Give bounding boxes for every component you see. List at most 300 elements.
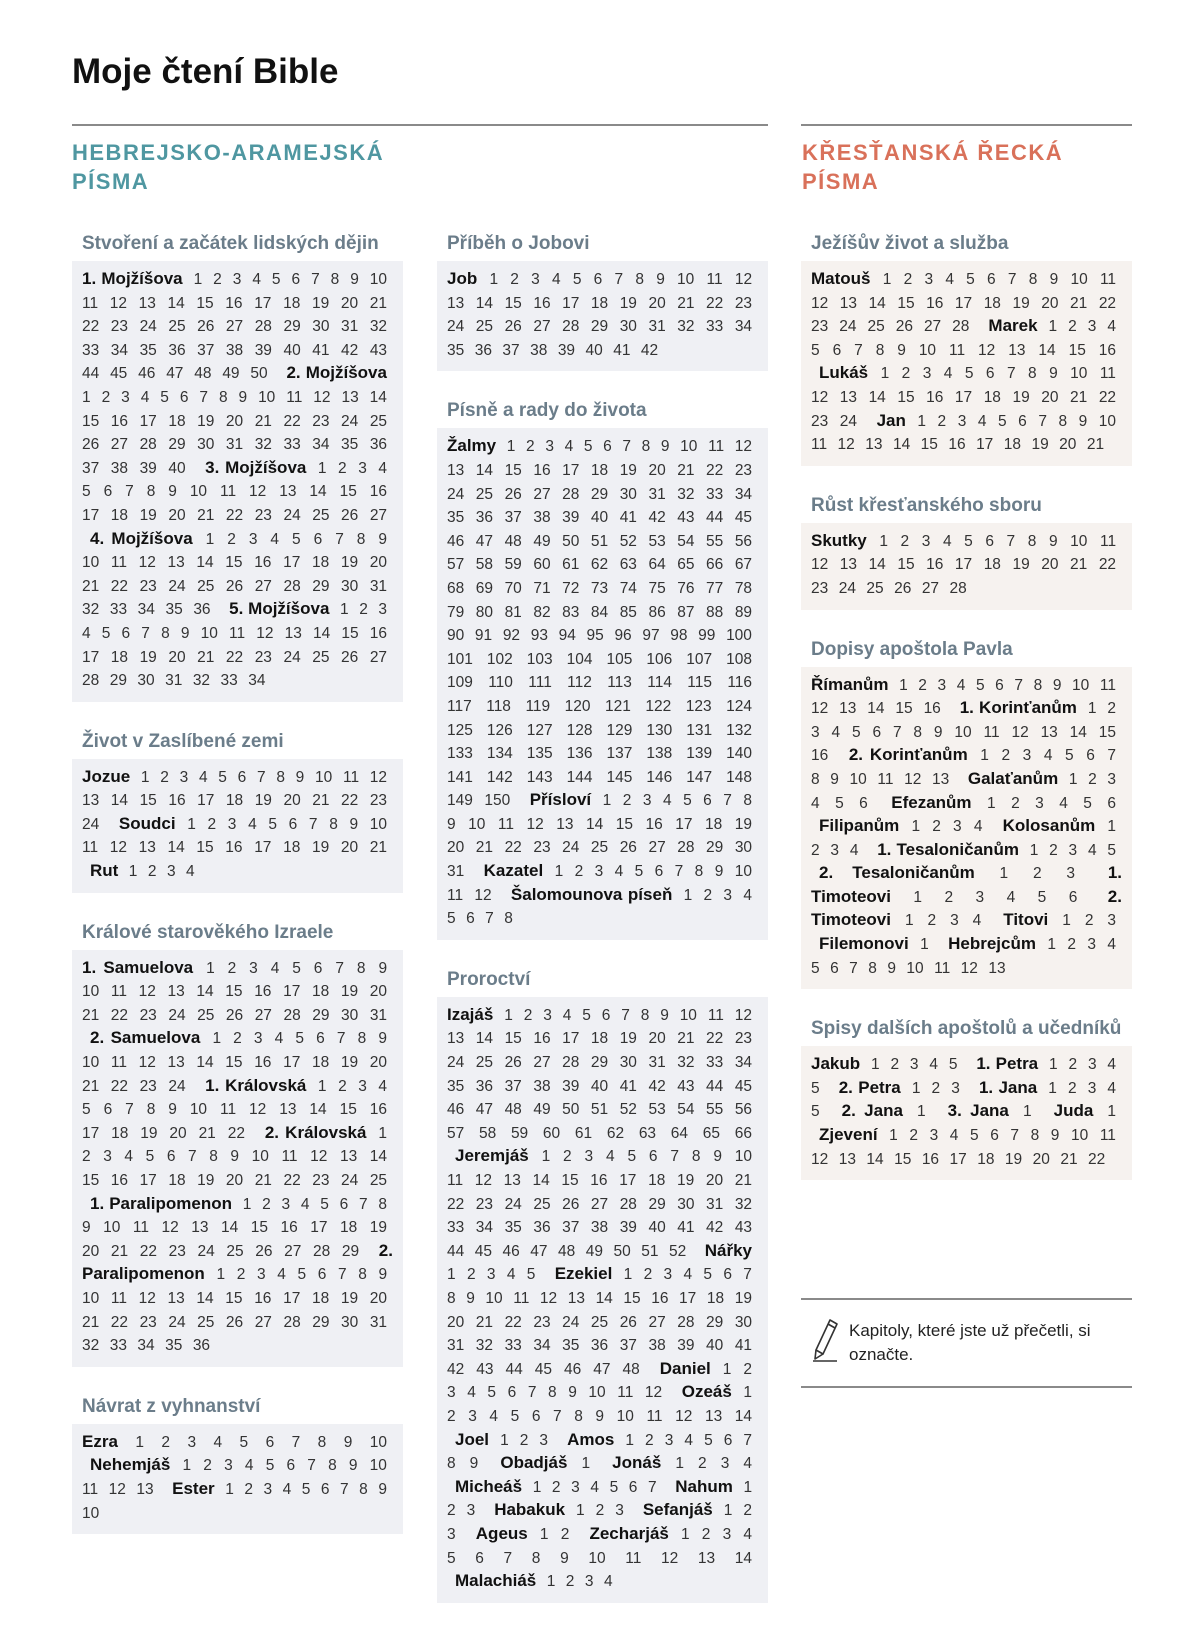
- chapter-number[interactable]: 13: [167, 983, 185, 1001]
- chapter-number[interactable]: 27: [254, 1006, 272, 1024]
- chapter-number[interactable]: 111: [528, 674, 552, 692]
- chapter-number[interactable]: 2: [1068, 318, 1077, 336]
- chapter-number[interactable]: 14: [867, 700, 885, 718]
- chapter-number[interactable]: 4: [82, 624, 91, 642]
- chapter-number[interactable]: 23: [254, 648, 272, 666]
- chapter-number[interactable]: 10: [200, 624, 218, 642]
- chapter-number[interactable]: 23: [139, 1313, 157, 1331]
- chapter-number[interactable]: 8: [811, 770, 820, 788]
- chapter-number[interactable]: 11: [132, 1219, 149, 1237]
- chapter-number[interactable]: 5: [295, 1030, 304, 1048]
- chapter-number[interactable]: 17: [679, 1289, 697, 1307]
- chapter-number[interactable]: 2: [551, 1478, 561, 1496]
- chapter-number[interactable]: 21: [82, 577, 100, 595]
- chapter-number[interactable]: 8: [1028, 271, 1038, 288]
- chapter-number[interactable]: 81: [504, 603, 522, 621]
- chapter-number[interactable]: 14: [475, 1030, 494, 1048]
- chapter-number[interactable]: 4: [973, 818, 983, 836]
- chapter-number[interactable]: 15: [82, 1172, 100, 1189]
- chapter-number[interactable]: 29: [168, 436, 186, 454]
- chapter-number[interactable]: 20: [369, 983, 387, 1001]
- chapter-number[interactable]: 1: [532, 1478, 542, 1496]
- chapter-number[interactable]: 20: [648, 1030, 666, 1048]
- chapter-number[interactable]: 11: [617, 1384, 634, 1402]
- chapter-number[interactable]: 12: [313, 388, 331, 406]
- chapter-number[interactable]: 41: [312, 341, 330, 359]
- chapter-number[interactable]: 10: [369, 815, 388, 833]
- chapter-number[interactable]: 20: [168, 506, 186, 524]
- chapter-number[interactable]: 4: [945, 271, 954, 288]
- chapter-number[interactable]: 1: [135, 1433, 144, 1451]
- chapter-number[interactable]: 2: [160, 768, 169, 786]
- chapter-number[interactable]: 7: [291, 1433, 301, 1451]
- chapter-number[interactable]: 11: [1099, 365, 1116, 383]
- chapter-number[interactable]: 24: [197, 1242, 215, 1260]
- chapter-number[interactable]: 3: [232, 271, 242, 288]
- chapter-number[interactable]: 13: [839, 556, 858, 574]
- chapter-number[interactable]: 12: [734, 1006, 753, 1024]
- chapter-number[interactable]: 48: [622, 1360, 640, 1378]
- chapter-number[interactable]: 21: [82, 1077, 100, 1095]
- chapter-number[interactable]: 31: [341, 318, 359, 336]
- chapter-number[interactable]: 6: [601, 1006, 611, 1024]
- chapter-number[interactable]: 27: [254, 577, 272, 595]
- chapter-number[interactable]: 11: [220, 483, 237, 501]
- chapter-number[interactable]: 1: [623, 1266, 633, 1284]
- chapter-number[interactable]: 36: [590, 1337, 609, 1355]
- chapter-number[interactable]: 6: [723, 1266, 732, 1284]
- chapter-number[interactable]: 3: [584, 1573, 594, 1591]
- chapter-number[interactable]: 35: [447, 341, 465, 359]
- chapter-number[interactable]: 15: [897, 556, 915, 574]
- chapter-number[interactable]: 15: [1098, 723, 1117, 741]
- chapter-number[interactable]: 6: [265, 1433, 275, 1451]
- chapter-number[interactable]: 7: [308, 815, 318, 833]
- chapter-number[interactable]: 33: [504, 1337, 522, 1355]
- chapter-number[interactable]: 4: [282, 1480, 292, 1498]
- chapter-number[interactable]: 6: [313, 959, 323, 977]
- chapter-number[interactable]: 21: [312, 792, 330, 810]
- chapter-number[interactable]: 4: [977, 412, 987, 430]
- chapter-number[interactable]: 14: [196, 554, 214, 572]
- chapter-number[interactable]: 15: [504, 461, 522, 479]
- chapter-number[interactable]: 133: [447, 745, 473, 763]
- chapter-number[interactable]: 44: [505, 1360, 523, 1378]
- chapter-number[interactable]: 12: [249, 483, 267, 501]
- chapter-number[interactable]: 8: [635, 271, 644, 288]
- chapter-number[interactable]: 13: [136, 1480, 154, 1498]
- chapter-number[interactable]: 27: [921, 579, 940, 597]
- chapter-number[interactable]: 8: [640, 1006, 650, 1024]
- chapter-number[interactable]: 5: [218, 768, 227, 786]
- chapter-number[interactable]: 66: [706, 556, 724, 574]
- chapter-number[interactable]: 14: [167, 839, 185, 857]
- chapter-number[interactable]: 10: [82, 1289, 100, 1307]
- chapter-number[interactable]: 5: [811, 341, 820, 359]
- chapter-number[interactable]: 5: [969, 1127, 979, 1145]
- chapter-number[interactable]: 29: [312, 1313, 330, 1331]
- chapter-number[interactable]: 109: [447, 674, 473, 692]
- chapter-number[interactable]: 6: [288, 815, 298, 833]
- chapter-number[interactable]: 16: [369, 624, 388, 642]
- chapter-number[interactable]: 22: [283, 412, 301, 430]
- chapter-number[interactable]: 19: [1012, 556, 1030, 574]
- chapter-number[interactable]: 13: [447, 461, 465, 479]
- chapter-number[interactable]: 6: [832, 341, 842, 359]
- chapter-number[interactable]: 33: [706, 1054, 724, 1072]
- chapter-number[interactable]: 8: [359, 1480, 368, 1498]
- chapter-number[interactable]: 7: [125, 1101, 134, 1119]
- chapter-number[interactable]: 10: [1070, 365, 1088, 383]
- chapter-number[interactable]: 1: [504, 1006, 513, 1024]
- chapter-number[interactable]: 7: [188, 1148, 197, 1166]
- chapter-number[interactable]: 25: [475, 485, 494, 503]
- chapter-number[interactable]: 12: [978, 341, 996, 359]
- chapter-number[interactable]: 12: [256, 624, 274, 642]
- chapter-number[interactable]: 25: [312, 648, 330, 666]
- chapter-number[interactable]: 4: [213, 1433, 223, 1451]
- chapter-number[interactable]: 2: [622, 792, 632, 810]
- chapter-number[interactable]: 7: [614, 271, 624, 288]
- chapter-number[interactable]: 13: [1008, 341, 1026, 359]
- chapter-number[interactable]: 4: [605, 1148, 615, 1166]
- chapter-number[interactable]: 49: [585, 1242, 603, 1260]
- chapter-number[interactable]: 92: [502, 627, 521, 645]
- chapter-number[interactable]: 9: [350, 271, 359, 288]
- chapter-number[interactable]: 33: [82, 341, 100, 359]
- chapter-number[interactable]: 32: [254, 436, 272, 454]
- chapter-number[interactable]: 9: [933, 723, 943, 741]
- chapter-number[interactable]: 24: [168, 577, 186, 595]
- chapter-number[interactable]: 3: [950, 912, 959, 930]
- chapter-number[interactable]: 26: [82, 436, 100, 454]
- chapter-number[interactable]: 26: [341, 648, 359, 666]
- chapter-number[interactable]: 2: [203, 1457, 212, 1475]
- chapter-number[interactable]: 21: [82, 1313, 100, 1331]
- chapter-number[interactable]: 1: [546, 1573, 556, 1591]
- chapter-number[interactable]: 2: [82, 1148, 91, 1166]
- chapter-number[interactable]: 2: [359, 601, 368, 619]
- chapter-number[interactable]: 28: [254, 318, 272, 336]
- chapter-number[interactable]: 22: [1088, 1150, 1106, 1168]
- chapter-number[interactable]: 1: [128, 863, 138, 881]
- chapter-number[interactable]: 18: [168, 1172, 186, 1189]
- chapter-number[interactable]: 103: [526, 650, 553, 668]
- chapter-number[interactable]: 15: [196, 839, 214, 857]
- chapter-number[interactable]: 8: [330, 271, 340, 288]
- chapter-number[interactable]: 72: [562, 579, 580, 597]
- chapter-number[interactable]: 5: [811, 959, 820, 977]
- chapter-number[interactable]: 108: [726, 650, 752, 668]
- chapter-number[interactable]: 21: [1070, 294, 1088, 312]
- chapter-number[interactable]: 16: [533, 294, 551, 312]
- chapter-number[interactable]: 23: [168, 1242, 186, 1260]
- chapter-number[interactable]: 5: [975, 676, 985, 694]
- chapter-number[interactable]: 13: [839, 294, 858, 312]
- chapter-number[interactable]: 15: [561, 1172, 579, 1189]
- chapter-number[interactable]: 15: [196, 294, 214, 312]
- chapter-number[interactable]: 1: [216, 1266, 226, 1284]
- chapter-number[interactable]: 9: [343, 1433, 353, 1451]
- chapter-number[interactable]: 5: [704, 1431, 713, 1449]
- chapter-number[interactable]: 12: [474, 1172, 492, 1189]
- chapter-number[interactable]: 3: [830, 841, 840, 859]
- chapter-number[interactable]: 8: [358, 1266, 367, 1284]
- chapter-number[interactable]: 41: [677, 1219, 695, 1237]
- chapter-number[interactable]: 12: [644, 1384, 663, 1402]
- chapter-number[interactable]: 6: [1018, 412, 1027, 430]
- chapter-number[interactable]: 1: [500, 1431, 509, 1449]
- chapter-number[interactable]: 1: [986, 794, 996, 812]
- chapter-number[interactable]: 19: [139, 648, 157, 666]
- chapter-number[interactable]: 19: [734, 1289, 752, 1307]
- chapter-number[interactable]: 18: [339, 1219, 358, 1237]
- chapter-number[interactable]: 25: [168, 318, 186, 336]
- chapter-number[interactable]: 22: [110, 1313, 129, 1331]
- chapter-number[interactable]: 7: [621, 1006, 630, 1024]
- chapter-number[interactable]: 6: [317, 1266, 327, 1284]
- chapter-number[interactable]: 2: [1032, 865, 1042, 883]
- chapter-number[interactable]: 106: [646, 650, 673, 668]
- chapter-number[interactable]: 2: [1011, 794, 1020, 812]
- chapter-number[interactable]: 9: [1078, 412, 1088, 430]
- chapter-number[interactable]: 23: [734, 294, 753, 312]
- chapter-number[interactable]: 16: [533, 461, 551, 479]
- chapter-number[interactable]: 42: [706, 1219, 724, 1237]
- chapter-number[interactable]: 6: [830, 959, 839, 977]
- chapter-number[interactable]: 13: [284, 624, 302, 642]
- chapter-number[interactable]: 7: [307, 1457, 316, 1475]
- chapter-number[interactable]: 3: [256, 1266, 266, 1284]
- chapter-number[interactable]: 56: [734, 1101, 753, 1119]
- chapter-number[interactable]: 4: [198, 768, 208, 786]
- chapter-number[interactable]: 20: [648, 294, 666, 312]
- chapter-number[interactable]: 34: [734, 1054, 753, 1072]
- chapter-number[interactable]: 20: [1041, 294, 1059, 312]
- chapter-number[interactable]: 67: [734, 556, 753, 574]
- chapter-number[interactable]: 19: [619, 294, 637, 312]
- chapter-number[interactable]: 32: [734, 1195, 753, 1213]
- chapter-number[interactable]: 25: [369, 412, 388, 430]
- chapter-number[interactable]: 1: [980, 747, 989, 765]
- chapter-number[interactable]: 131: [686, 721, 713, 739]
- chapter-number[interactable]: 86: [648, 603, 666, 621]
- chapter-number[interactable]: 148: [726, 768, 752, 786]
- chapter-number[interactable]: 117: [447, 697, 472, 715]
- chapter-number[interactable]: 59: [504, 556, 522, 574]
- chapter-number[interactable]: 1: [1062, 912, 1071, 930]
- chapter-number[interactable]: 37: [82, 459, 100, 477]
- chapter-number[interactable]: 2: [931, 1079, 941, 1097]
- chapter-number[interactable]: 11: [706, 271, 723, 288]
- chapter-number[interactable]: 15: [504, 294, 522, 312]
- chapter-number[interactable]: 4: [1107, 936, 1116, 954]
- chapter-number[interactable]: 16: [110, 1172, 129, 1189]
- chapter-number[interactable]: 2: [510, 271, 519, 288]
- chapter-number[interactable]: 3: [378, 601, 388, 619]
- chapter-number[interactable]: 40: [168, 459, 186, 477]
- chapter-number[interactable]: 60: [533, 556, 551, 574]
- chapter-number[interactable]: 3: [358, 459, 367, 477]
- chapter-number[interactable]: 21: [254, 412, 272, 430]
- chapter-number[interactable]: 40: [706, 1337, 724, 1355]
- chapter-number[interactable]: 30: [619, 318, 637, 336]
- chapter-number[interactable]: 5: [297, 1266, 307, 1284]
- chapter-number[interactable]: 24: [168, 1313, 186, 1331]
- chapter-number[interactable]: 4: [603, 1573, 613, 1591]
- chapter-number[interactable]: 18: [983, 556, 1001, 574]
- chapter-number[interactable]: 5: [1065, 747, 1074, 765]
- chapter-number[interactable]: 1: [1049, 1056, 1058, 1074]
- chapter-number[interactable]: 2: [213, 271, 222, 288]
- chapter-number[interactable]: 14: [309, 483, 327, 501]
- chapter-number[interactable]: 23: [811, 318, 829, 336]
- chapter-number[interactable]: 3: [584, 1148, 594, 1166]
- chapter-number[interactable]: 142: [486, 768, 513, 786]
- chapter-number[interactable]: 6: [121, 624, 131, 642]
- chapter-number[interactable]: 46: [502, 1242, 520, 1260]
- chapter-number[interactable]: 118: [486, 697, 511, 715]
- chapter-number[interactable]: 4: [1006, 888, 1016, 906]
- chapter-number[interactable]: 1: [339, 601, 349, 619]
- chapter-number[interactable]: 2: [698, 1455, 707, 1473]
- chapter-number[interactable]: 6: [593, 271, 603, 288]
- chapter-number[interactable]: 15: [225, 1054, 243, 1072]
- chapter-number[interactable]: 13: [279, 1101, 297, 1119]
- chapter-number[interactable]: 50: [562, 1101, 580, 1119]
- chapter-number[interactable]: 16: [254, 1054, 272, 1072]
- chapter-number[interactable]: 144: [566, 768, 593, 786]
- chapter-number[interactable]: 4: [743, 886, 752, 904]
- chapter-number[interactable]: 89: [734, 603, 753, 621]
- chapter-number[interactable]: 137: [606, 745, 633, 763]
- chapter-number[interactable]: 16: [926, 556, 944, 574]
- chapter-number[interactable]: 25: [590, 839, 609, 857]
- chapter-number[interactable]: 9: [1050, 1127, 1060, 1145]
- chapter-number[interactable]: 3: [1087, 936, 1096, 954]
- chapter-number[interactable]: 33: [283, 436, 301, 454]
- chapter-number[interactable]: 6: [859, 794, 868, 812]
- chapter-number[interactable]: 19: [340, 1289, 359, 1307]
- chapter-number[interactable]: 21: [1070, 388, 1088, 406]
- chapter-number[interactable]: 20: [1032, 1150, 1050, 1168]
- chapter-number[interactable]: 17: [254, 839, 272, 857]
- chapter-number[interactable]: 4: [378, 1077, 388, 1095]
- chapter-number[interactable]: 4: [1059, 794, 1068, 812]
- chapter-number[interactable]: 39: [254, 341, 272, 359]
- chapter-number[interactable]: 19: [1012, 388, 1030, 406]
- chapter-number[interactable]: 17: [254, 294, 272, 312]
- chapter-number[interactable]: 113: [607, 674, 632, 692]
- chapter-number[interactable]: 16: [533, 1030, 551, 1048]
- chapter-number[interactable]: 27: [284, 1242, 302, 1260]
- chapter-number[interactable]: 55: [706, 532, 724, 550]
- chapter-number[interactable]: 18: [225, 792, 244, 810]
- chapter-number[interactable]: 7: [1007, 271, 1017, 288]
- chapter-number[interactable]: 12: [904, 770, 922, 788]
- chapter-number[interactable]: 3: [253, 1030, 263, 1048]
- chapter-number[interactable]: 10: [954, 723, 972, 741]
- chapter-number[interactable]: 10: [1070, 271, 1088, 288]
- chapter-number[interactable]: 15: [339, 483, 357, 501]
- chapter-number[interactable]: 27: [369, 506, 388, 524]
- chapter-number[interactable]: 11: [110, 1289, 127, 1307]
- chapter-number[interactable]: 1: [999, 865, 1009, 883]
- chapter-number[interactable]: 4: [277, 1266, 286, 1284]
- chapter-number[interactable]: 11: [82, 294, 99, 312]
- chapter-number[interactable]: 9: [714, 863, 724, 881]
- chapter-number[interactable]: 19: [311, 294, 330, 312]
- chapter-number[interactable]: 2: [338, 1077, 347, 1095]
- chapter-number[interactable]: 1: [743, 1384, 753, 1402]
- chapter-number[interactable]: 10: [616, 1407, 634, 1425]
- chapter-number[interactable]: 2: [227, 959, 237, 977]
- chapter-number[interactable]: 149: [447, 792, 473, 810]
- chapter-number[interactable]: 47: [530, 1242, 548, 1260]
- chapter-number[interactable]: 2: [523, 1006, 533, 1024]
- chapter-number[interactable]: 24: [82, 815, 100, 833]
- chapter-number[interactable]: 101: [447, 650, 473, 668]
- chapter-number[interactable]: 7: [337, 1266, 347, 1284]
- chapter-number[interactable]: 7: [1006, 365, 1016, 383]
- chapter-number[interactable]: 31: [648, 485, 666, 503]
- chapter-number[interactable]: 1: [1107, 1103, 1116, 1121]
- chapter-number[interactable]: 23: [734, 1030, 753, 1048]
- chapter-number[interactable]: 18: [168, 412, 186, 430]
- chapter-number[interactable]: 115: [687, 674, 712, 692]
- chapter-number[interactable]: 34: [137, 601, 155, 619]
- chapter-number[interactable]: 34: [734, 485, 753, 503]
- chapter-number[interactable]: 9: [447, 815, 456, 833]
- chapter-number[interactable]: 6: [1086, 747, 1095, 765]
- chapter-number[interactable]: 6: [316, 1030, 325, 1048]
- chapter-number[interactable]: 30: [619, 485, 637, 503]
- chapter-number[interactable]: 7: [892, 723, 902, 741]
- chapter-number[interactable]: 6: [339, 1195, 349, 1213]
- chapter-number[interactable]: 3: [224, 1457, 233, 1475]
- chapter-number[interactable]: 13: [167, 1054, 185, 1072]
- chapter-number[interactable]: 23: [139, 577, 157, 595]
- chapter-number[interactable]: 31: [648, 318, 666, 336]
- chapter-number[interactable]: 14: [110, 792, 129, 810]
- chapter-number[interactable]: 18: [311, 1054, 330, 1072]
- chapter-number[interactable]: 2: [563, 1148, 572, 1166]
- chapter-number[interactable]: 30: [341, 577, 359, 595]
- chapter-number[interactable]: 10: [906, 959, 924, 977]
- chapter-number[interactable]: 138: [646, 745, 673, 763]
- chapter-number[interactable]: 30: [734, 1313, 753, 1331]
- chapter-number[interactable]: 24: [447, 1054, 465, 1072]
- chapter-number[interactable]: 6: [990, 1127, 999, 1145]
- chapter-number[interactable]: 4: [929, 1056, 939, 1074]
- chapter-number[interactable]: 1: [722, 1360, 732, 1378]
- chapter-number[interactable]: 11: [342, 768, 360, 786]
- chapter-number[interactable]: 5: [703, 1266, 713, 1284]
- chapter-number[interactable]: 11: [497, 815, 514, 833]
- chapter-number[interactable]: 17: [562, 1030, 580, 1048]
- chapter-number[interactable]: 35: [341, 436, 359, 454]
- chapter-number[interactable]: 27: [533, 485, 551, 503]
- chapter-number[interactable]: 27: [110, 436, 129, 454]
- chapter-number[interactable]: 74: [619, 579, 637, 597]
- chapter-number[interactable]: 7: [622, 438, 631, 456]
- chapter-number[interactable]: 36: [533, 1219, 551, 1237]
- chapter-number[interactable]: 26: [504, 485, 522, 503]
- chapter-number[interactable]: 4: [562, 1006, 572, 1024]
- chapter-number[interactable]: 8: [743, 792, 753, 810]
- chapter-number[interactable]: 2: [901, 365, 911, 383]
- chapter-number[interactable]: 32: [369, 318, 388, 336]
